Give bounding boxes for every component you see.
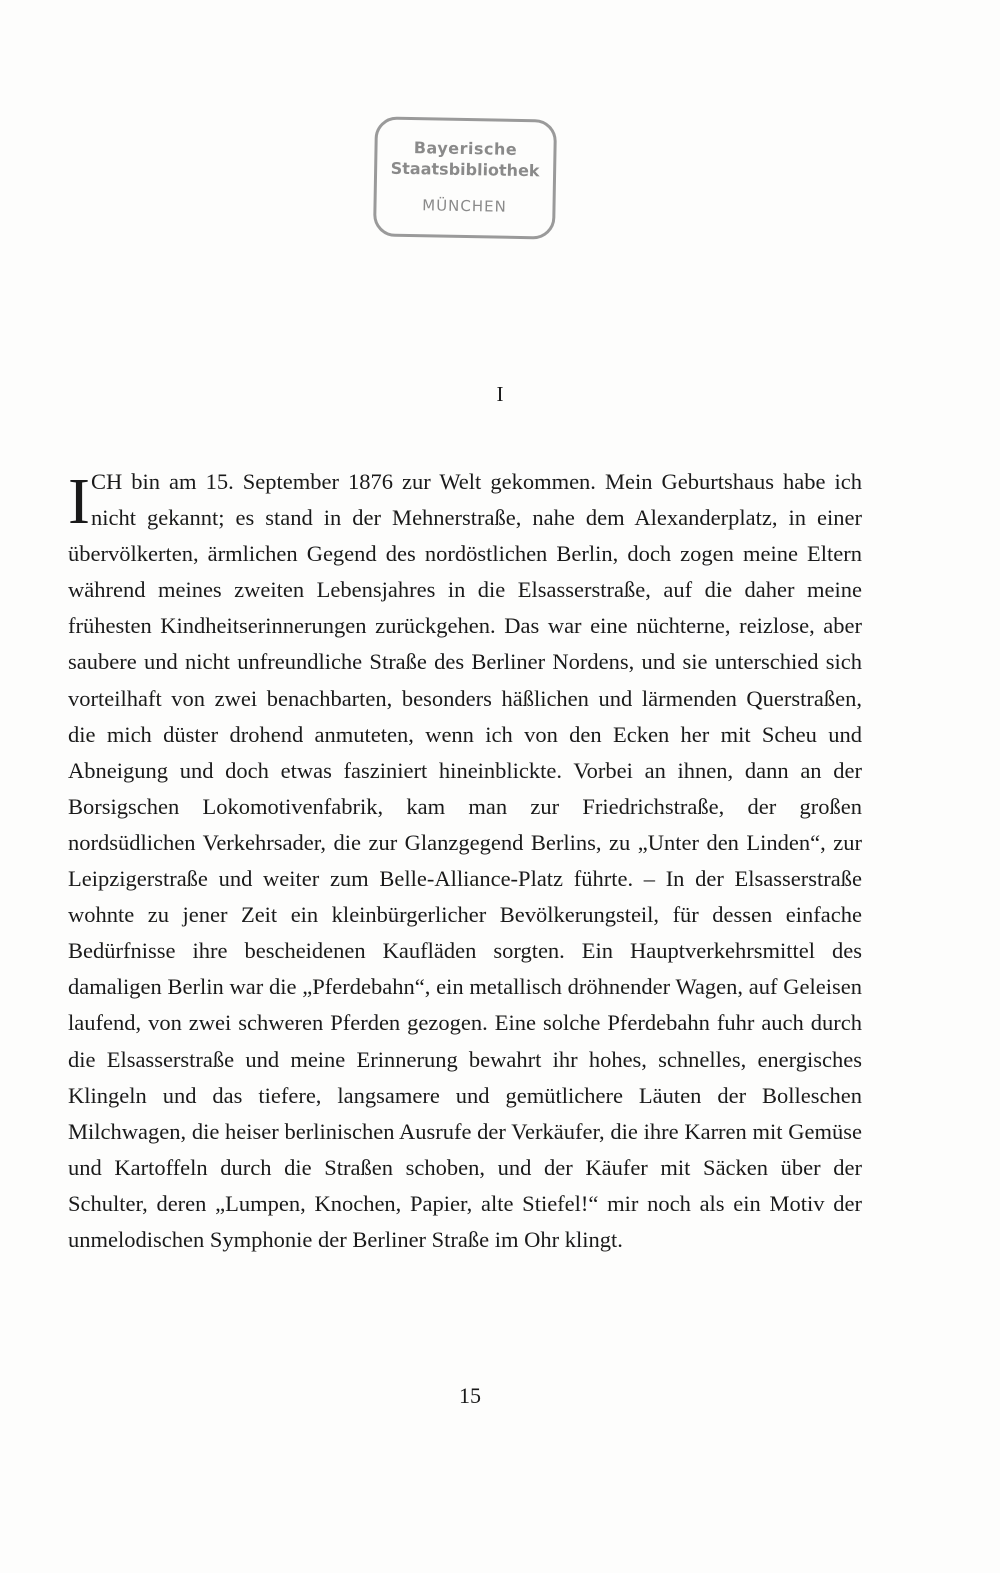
stamp-line-2: Staatsbibliothek <box>390 158 540 181</box>
body-paragraph <box>68 464 862 1258</box>
paragraph-text: CH bin am 15. September 1876 zur Welt gekommen. Mein Geburtshaus habe ich nicht gekannt; es stand in der Mehnerstraße, nahe dem Alexanderplatz, in einer übervölkerten, ärmlichen Gegend des nordöstlichen Berlin, doch zogen meine Eltern während meines zweiten Lebensjahres in die Elsasserstraße, auf die daher meine frühesten Kindheitserinnerungen zurückgehen. Das war eine nüchterne, reizlose, aber saubere und nicht unfreundliche Straße des Berliner Nordens, und sie unterschied sich vorteilhaft von zwei benachbarten, besonders häßlichen und lärmenden Querstraßen, die mich düster drohend anmuteten, wenn ich von den Ecken her mit Scheu und Abneigung und doch etwas fasziniert hineinblickte. Vorbei an ihnen, dann an der Borsigschen Lokomotivenfabrik, kam man zur Friedrichstraße, der großen nordsüdlichen Verkehrsader, die zur Glanzgegend Berlins, zu „Unter den Linden“, zur Leipzigerstraße und weiter zum Belle-Alliance-Platz führte. – In der Elsasserstraße wohnte zu jener Zeit ein kleinbürgerlicher Bevölkerungsteil, für dessen einfache Bedürfnisse ihre bescheidenen Kaufläden sorgten. Ein Hauptverkehrsmittel des damaligen Berlin war die „Pferdebahn“, ein metallisch dröhnender Wagen, auf Geleisen laufend, von zwei schweren Pferden gezogen. Eine solche Pferdebahn fuhr auch durch die Elsasserstraße und meine Erinnerung bewahrt ihr hohes, schnelles, energisches Klingeln und das tiefere, langsamere und gemütlichere Läuten der Bolleschen Milchwagen, die heiser berlinischen Ausrufe der Verkäufer, die ihre Karren mit Gemüse und Kartoffeln durch die Straßen schoben, und der Käufer mit Säcken über der Schulter, deren „Lumpen, Knochen, Papier, alte Stiefel!“ mir noch als ein Motiv der unmelodischen Symphonie der Berliner Straße im Ohr klingt. <box>68 469 862 1252</box>
library-stamp <box>373 116 557 239</box>
chapter-number: I <box>496 382 504 406</box>
stamp-line-3: MÜNCHEN <box>422 196 507 216</box>
stamp-line-1: Bayerische <box>413 138 518 159</box>
page-number: 15 <box>459 1383 481 1408</box>
drop-cap: I <box>68 465 90 538</box>
